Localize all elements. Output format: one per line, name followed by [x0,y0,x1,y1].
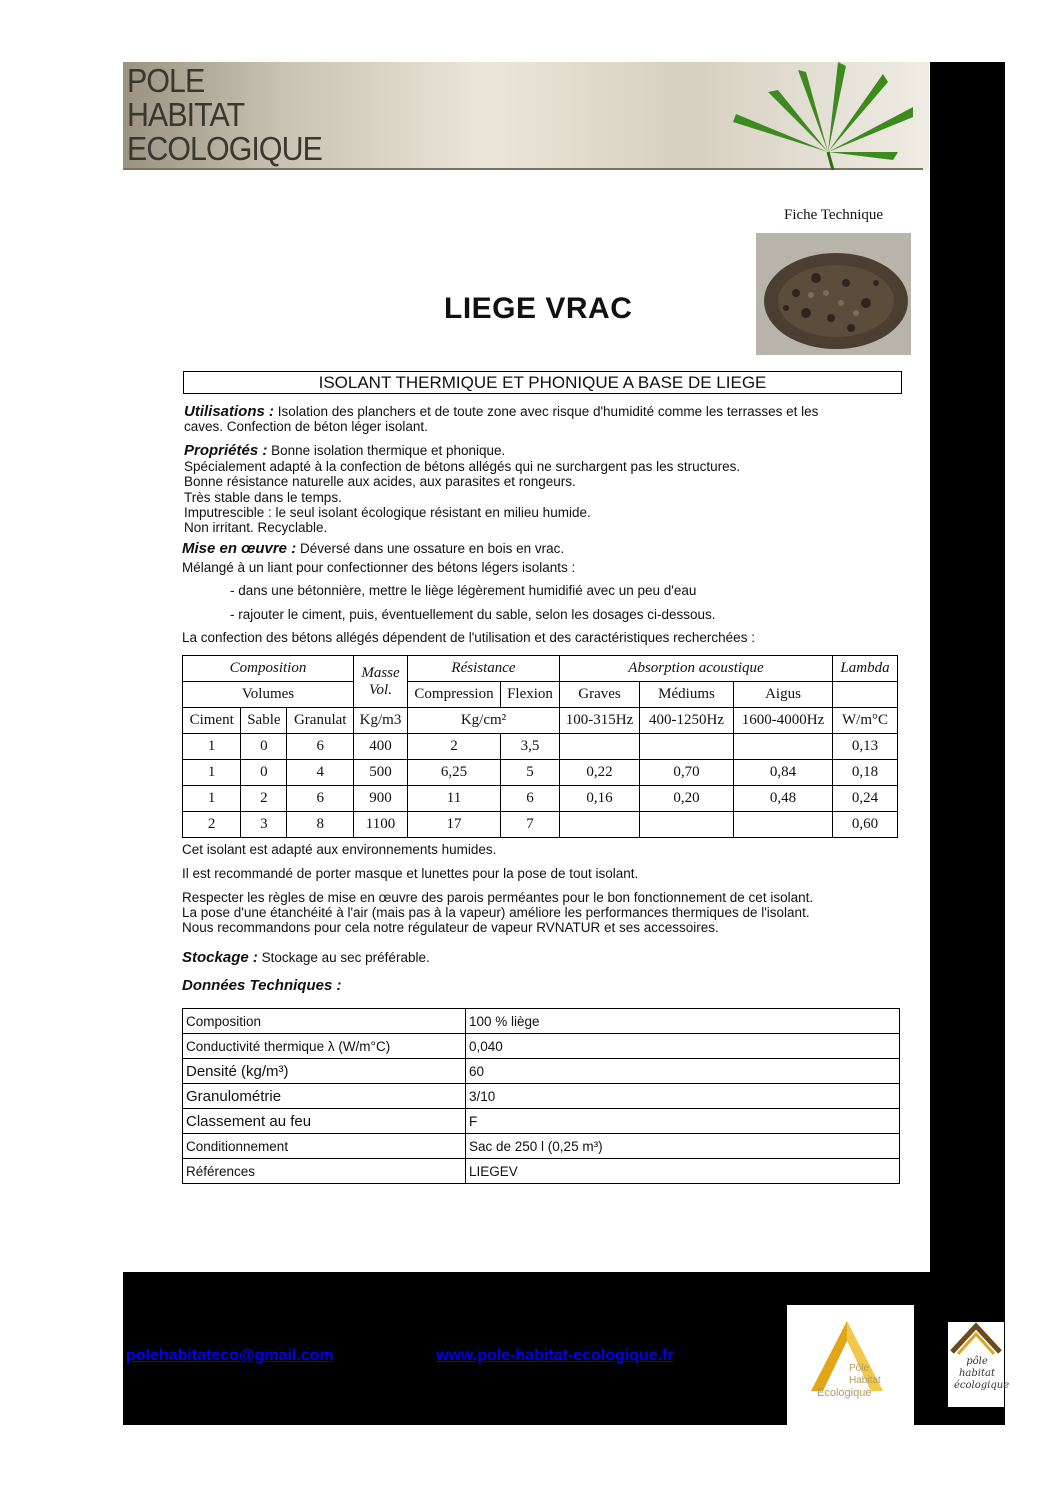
cell: 0,48 [734,786,833,812]
cell: 2 [183,812,241,838]
cell [734,812,833,838]
proprietes-line: Imputrescible : le seul isolant écologique résistant en milieu humide. [184,505,591,520]
cell: 2 [241,786,287,812]
cell [734,734,833,760]
aigus-header: Aigus [734,682,833,708]
proprietes-line: Non irritant. Recyclable. [184,520,328,535]
unit-cell: W/m°C [833,708,898,734]
cell [640,734,734,760]
footer-logo-small: pôle habitat écologique [948,1322,1004,1407]
table-row [183,1009,900,1034]
graves-header: Graves [560,682,640,708]
cork-granules-photo [756,233,911,355]
cell: Sac de 250 l (0,25 m³) [466,1134,900,1159]
cell: 11 [408,786,501,812]
cell: F [466,1109,900,1134]
cell: 2 [408,734,501,760]
lambda-blank [833,682,898,708]
cell: 5 [501,760,560,786]
utilisations-line: Utilisations : Isolation des planchers et de toute zone avec risque d'humidité comme les terrasses et les [184,403,819,420]
unit-cell: Kg/m3 [354,708,408,734]
cell: 3 [241,812,287,838]
volumes-header: Volumes [183,682,354,708]
cell: 500 [354,760,408,786]
stockage-label: Stockage : [182,949,258,966]
cell: 8 [287,812,354,838]
fiche-technique-label: Fiche Technique [784,207,884,223]
unit-cell: Sable [241,708,287,734]
cell: 0 [241,760,287,786]
donnees-techniques-heading: Données Techniques : [182,977,342,994]
cell: Classement au feu [183,1109,466,1134]
cell [640,812,734,838]
mise-en-oeuvre-line: Mise en œuvre : Déversé dans une ossature en bois en vrac. [182,540,565,557]
unit-cell: 1600-4000Hz [734,708,833,734]
table-row [183,734,898,760]
cell: 0,70 [640,760,734,786]
mediums-header: Médiums [640,682,734,708]
email-link[interactable]: polehabitateco@gmail.com [126,1347,334,1364]
subtitle-box: ISOLANT THERMIQUE ET PHONIQUE A BASE DE LIEGE [183,371,902,394]
cell [560,734,640,760]
utilisations-label: Utilisations : [184,403,275,420]
cell: 1100 [354,812,408,838]
table-row [183,1084,900,1109]
cell: Références [183,1159,466,1184]
cell: 3,5 [501,734,560,760]
cell: 400 [354,734,408,760]
website-link[interactable]: www.pole-habitat-ecologique.fr [436,1347,674,1364]
cell: 0 [241,734,287,760]
cell: 0,60 [833,812,898,838]
cell: 17 [408,812,501,838]
proprietes-line: Bonne résistance naturelle aux acides, aux parasites et rongeurs. [184,474,576,489]
cell: 3/10 [466,1084,900,1109]
table-row [183,1109,900,1134]
footer-logo: Pôle Habitat Écologique [787,1305,914,1425]
note-line: La pose d'une étanchéité à l'air (mais pas à la vapeur) améliore les performances thermiques de l'isolant. [182,905,810,920]
hemp-leaf-icon [708,62,928,170]
table-row [183,1034,900,1059]
proprietes-label: Propriétés : [184,442,268,459]
cell: LIEGEV [466,1159,900,1184]
cell: 0,84 [734,760,833,786]
table-row [183,812,898,838]
note-line: Cet isolant est adapté aux environnements humides. [182,842,497,857]
cell: 6,25 [408,760,501,786]
cell: 6 [287,734,354,760]
proprietes-line: Propriétés : Bonne isolation thermique et phonique. [184,442,506,459]
cell: 7 [501,812,560,838]
unit-cell: Granulat [287,708,354,734]
cell: Granulométrie [183,1084,466,1109]
cell: 4 [287,760,354,786]
page-title: LIEGE VRAC [444,292,633,325]
mise-en-oeuvre-line3: La confection des bétons allégés dépendent de l'utilisation et des caractéristiques recherchées : [182,630,755,645]
utilisations-line2: caves. Confection de béton léger isolant. [184,419,428,434]
cell: 6 [287,786,354,812]
cell [560,812,640,838]
unit-cell: Kg/cm² [408,708,560,734]
unit-cell: Ciment [183,708,241,734]
mise-en-oeuvre-label: Mise en œuvre : [182,540,297,557]
note-line: Il est recommandé de porter masque et lunettes pour la pose de tout isolant. [182,866,639,881]
mise-en-oeuvre-line2: Mélangé à un liant pour confectionner des bétons légers isolants : [182,560,576,575]
absorption-header: Absorption acoustique [560,656,833,682]
unit-cell: 100-315Hz [560,708,640,734]
lambda-header: Lambda [833,656,898,682]
proprietes-line: Très stable dans le temps. [184,490,342,505]
cell: Densité (kg/m³) [183,1059,466,1084]
cell: 0,24 [833,786,898,812]
cell: 100 % liège [466,1009,900,1034]
cell: Conductivité thermique λ (W/m°C) [183,1034,466,1059]
header-logo-text: POLE HABITAT ECOLOGIQUE [127,62,322,167]
right-border-band [930,62,1005,1425]
compression-header: Compression [408,682,501,708]
stockage-line: Stockage : Stockage au sec préférable. [182,949,430,966]
cell: Conditionnement [183,1134,466,1159]
composition-header: Composition [183,656,354,682]
mise-en-oeuvre-bullet: - dans une bétonnière, mettre le liège légèrement humidifié avec un peu d'eau [230,583,697,598]
technical-data-table [182,1008,900,1184]
cell: 1 [183,734,241,760]
resistance-header: Résistance [408,656,560,682]
cell: 0,040 [466,1034,900,1059]
mise-en-oeuvre-bullet: - rajouter le ciment, puis, éventuellement du sable, selon les dosages ci-dessous. [230,607,716,622]
cell: 0,18 [833,760,898,786]
cell: 1 [183,786,241,812]
masse-header: Masse Vol. [354,656,408,708]
cell: 0,16 [560,786,640,812]
cell: 0,13 [833,734,898,760]
table-row [183,1134,900,1159]
cell: Composition [183,1009,466,1034]
table-row [183,786,898,812]
flexion-header: Flexion [501,682,560,708]
unit-cell: 400-1250Hz [640,708,734,734]
note-line: Nous recommandons pour cela notre régulateur de vapeur RVNATUR et ses accessoires. [182,920,719,935]
note-line: Respecter les règles de mise en œuvre des parois perméantes pour le bon fonctionnement de cet isolant. [182,890,814,905]
composition-table [182,655,898,838]
table-row [183,1059,900,1084]
table-row [183,760,898,786]
proprietes-line: Spécialement adapté à la confection de bétons allégés qui ne surchargent pas les structures. [184,459,741,474]
cell: 0,20 [640,786,734,812]
cell: 60 [466,1059,900,1084]
table-row [183,1159,900,1184]
cell: 0,22 [560,760,640,786]
cell: 900 [354,786,408,812]
cell: 1 [183,760,241,786]
cell: 6 [501,786,560,812]
